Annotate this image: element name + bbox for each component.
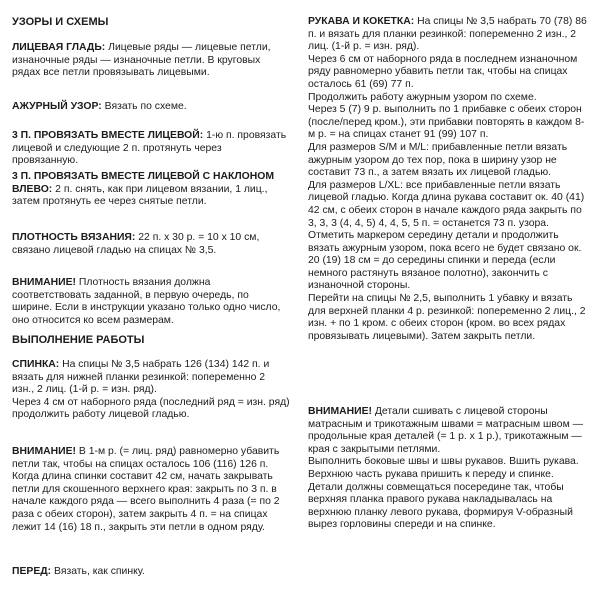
attention-text-2b: Когда длина спинки составит 42 см, начать закрывать петли для скошенного верхнего края: закрыть по 3 п. в начале каждого ряда — всего выполнить 4 раза (= по 2 раза с обеих сторон), затем закрыть 4 п. = на спицах лежит 14 (16) 18 п., закрыть эти петли в одном ряду. xyxy=(12,471,280,533)
lace-block xyxy=(12,101,290,114)
stockinette-text: Лицевые ряды — лицевые петли, изнаночные ряды — изнаночные петли. В круговых рядах все петли провязывать лицевыми. xyxy=(12,42,271,79)
sleeves-p3: Продолжить работу ажурным узором по схеме. xyxy=(308,91,537,103)
sleeves-block xyxy=(308,16,590,343)
sleeves-p4: Через 5 (7) 9 р. выполнить по 1 прибавке с обеих сторон (после/перед кром.), эти прибавки повторять в каждом 8-м р. = на спицах станет 91 (99) 107 п. xyxy=(308,104,585,141)
attention-block-3 xyxy=(308,406,590,532)
k3tog-left-block xyxy=(12,171,290,209)
sleeves-p5: Для размеров S/M и M/L: прибавленные петли вязать ажурным узором до тех пор, пока в ширину узор не составит 73 п., а затем вязать их лицевой гладью. xyxy=(308,141,568,179)
sleeves-p6: Для размеров L/XL: все прибавленные петли вязать лицевой гладью. Когда длина рукава составит ок. 40 (41) 42 см, с обеих сторон в начале каждого ряда закрыть по 3, 3, 3 (4, 4, 5) 4, 4, 5, 5 п. = останется 73 п. узора. xyxy=(308,179,585,229)
attention-text-2: В 1-м р. (= лиц. ряд) равномерно убавить петли так, чтобы на спицах осталось 106 (116) 126 п. xyxy=(12,446,280,470)
gauge-text: 22 п. х 30 р. = 10 х 10 см, связано лицевой гладью на спицах № 3,5. xyxy=(12,232,260,256)
lace-text: Вязать по схеме. xyxy=(104,101,187,112)
back-text-2: Через 4 см от наборного ряда (последний ряд = изн. ряд) продолжить работу лицевой гладью. xyxy=(12,396,290,421)
sleeves-text: На спицы № 3,5 набрать 70 (78) 86 п. и вязать для планки резинкой: попеременно 2 изн., 2 лиц. (1-й р. = изн. ряд). xyxy=(308,16,587,53)
attention-label-2: ВНИМАНИЕ! xyxy=(12,446,76,457)
k3tog-left-label: 3 П. ПРОВЯЗАТЬ ВМЕСТЕ ЛИЦЕВОЙ С НАКЛОНОМ ВЛЕВО: xyxy=(12,171,274,195)
section-title-work: ВЫПОЛНЕНИЕ РАБОТЫ xyxy=(12,334,145,346)
k3tog-block xyxy=(12,130,290,168)
lace-label: АЖУРНЫЙ УЗОР: xyxy=(12,101,102,112)
attention-p2: Выполнить боковые швы и швы рукавов. Вшить рукава. xyxy=(308,456,579,468)
attention-block-2 xyxy=(12,446,290,534)
sleeves-p8: Перейти на спицы № 2,5, выполнить 1 убавку и вязать для верхней планки 4 р. резинкой: попеременно 2 лиц., 2 изн. + по 1 кром. с обеих сторон (кром. во всех рядах провязывать лицевыми). Затем закрыть петли. xyxy=(308,293,586,342)
section-title-patterns: УЗОРЫ И СХЕМЫ xyxy=(12,16,109,28)
sleeves-p7: Отметить маркером середину детали и продолжить вязать ажурным узором, пока всего не будет связано ок. 20 (19) 18 см = до середины спинки и переда (если немного растянуть вязаное полотно), закончить с изнаночной стороны. xyxy=(308,230,582,292)
back-label: СПИНКА: xyxy=(12,359,60,370)
back-text: На спицы № 3,5 набрать 126 (134) 142 п. и вязать для нижней планки резинкой: попеременно 2 изн., 2 лиц. (1-й р. = изн. ряд). xyxy=(12,359,270,396)
attention-text-1: Плотность вязания должна соответствовать заданной, в первую очередь, по ширине. Если в инструкции указано только одно число, оно относится ко всем размерам. xyxy=(12,277,281,326)
k3tog-text: 1-ю п. провязать лицевой и следующие 2 п. протянуть через провязанную. xyxy=(12,130,287,167)
front-block xyxy=(12,566,290,579)
attention-block-1 xyxy=(12,277,290,327)
k3tog-label: 3 П. ПРОВЯЗАТЬ ВМЕСТЕ ЛИЦЕВОЙ: xyxy=(12,130,204,141)
attention-p3: Верхнюю часть рукава пришить к переду и спинке. Детали должны совмещаться посередине так, чтобы верхняя планка правого рукава накладывалась на верхнюю планку левого рукава, формируя V-образный вырез горловины спереди и на спинке. xyxy=(308,468,573,531)
gauge-label: ПЛОТНОСТЬ ВЯЗАНИЯ: xyxy=(12,232,136,243)
gauge-block xyxy=(12,232,290,257)
k3tog-left-text: 2 п. снять, как при лицевом вязании, 1 лиц., затем протянуть ее через снятые петли. xyxy=(12,183,268,208)
attention-text-3: Детали сшивать с лицевой стороны матрасным и трикотажным швами = матрасным швом — продольные края деталей (= 1 р. х 1 р.), трикотажным — края с закрытыми петлями. xyxy=(308,406,583,455)
attention-label-3: ВНИМАНИЕ! xyxy=(308,406,372,417)
attention-label-1: ВНИМАНИЕ! xyxy=(12,277,76,288)
back-block xyxy=(12,359,290,422)
sleeves-label: РУКАВА И КОКЕТКА: xyxy=(308,16,415,27)
front-text: Вязать, как спинку. xyxy=(54,566,145,577)
stockinette-label: ЛИЦЕВАЯ ГЛАДЬ: xyxy=(12,42,106,53)
stockinette-block xyxy=(12,42,290,80)
sleeves-p2: Через 6 см от наборного ряда в последнем изнаночном ряду равномерно убавить петли так, чтобы на спицах осталось 61 (69) 77 п. xyxy=(308,53,578,90)
front-label: ПЕРЕД: xyxy=(12,566,52,577)
